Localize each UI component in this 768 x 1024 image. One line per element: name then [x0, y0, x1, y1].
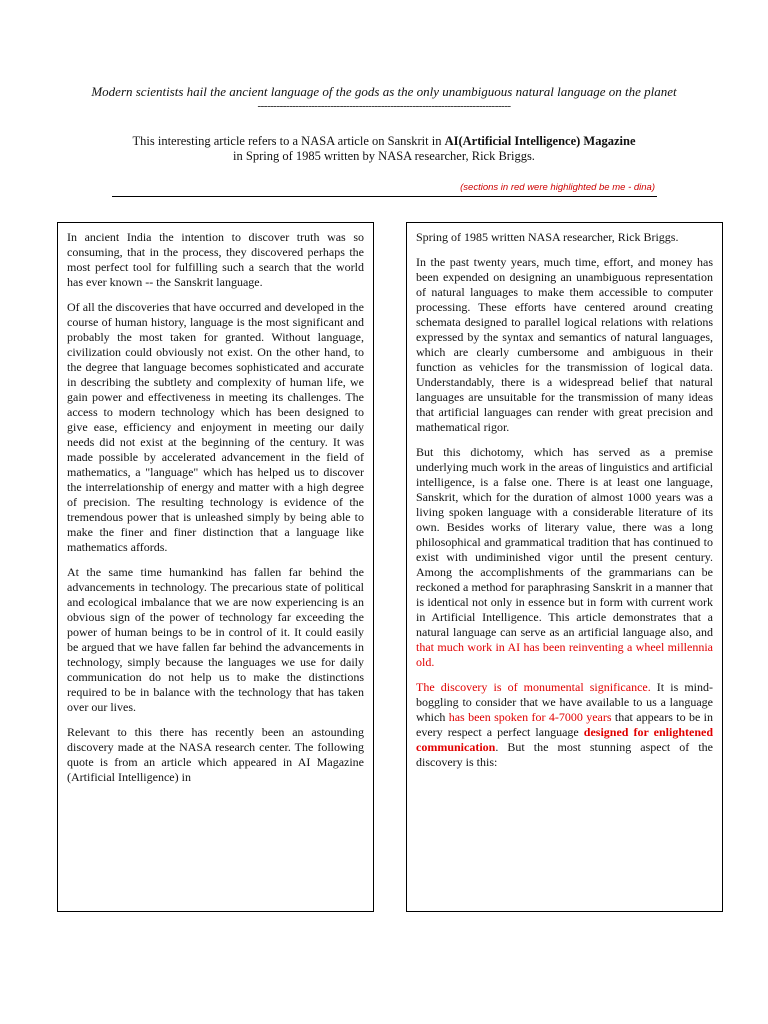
dashed-separator: -------------------------------------------------------------------------------- — [257, 100, 511, 112]
highlight-note: (sections in red were highlighted be me - dina) — [460, 182, 655, 193]
horizontal-rule — [112, 196, 657, 197]
left-paragraph-1: In ancient India the intention to discover truth was so consuming, that in the process, they discovered perhaps the most perfect tool for fulfilling such a search that the world has ever known -- the Sanskrit language. — [67, 230, 364, 289]
right-p4-highlight-2: has been spoken for 4-7000 years — [448, 710, 612, 724]
left-column — [57, 222, 374, 912]
left-paragraph-3: At the same time humankind has fallen far behind the advancements in technology. The precarious state of political and ecological imbalance that we are now experiencing is an obvious sign of the power of technology far exceeding the power of human beings to be in control of it. It could easily be argued that we have fallen far behind the advancements in technology, simply because the languages we use for daily communication do not help us to make the distinctions required to be in balance with the technology that has taken over our lives. — [67, 565, 364, 714]
right-paragraph-2: In the past twenty years, much time, effort, and money has been expended on designing an unambiguous representation of natural languages to make them accessible to computer processing. These efforts have centered around creating schemata designed to parallel logical relations with relations expressed by the syntax and semantics of natural languages, which are clearly cumbersome and ambiguous in their function as vehicles for the transmission of logical data. Understandably, there is a widespread belief that natural languages are unsuitable for the transmission of many ideas that artificial languages can render with great precision and mathematical rigor. — [416, 255, 713, 434]
intro-part-2: in Spring of 1985 written by NASA researcher, Rick Briggs. — [233, 149, 535, 163]
right-p4-text-3: . But the most stunning aspect of the discovery is this: — [416, 740, 713, 769]
intro-part-1: This interesting article refers to a NASA article on Sanskrit in — [132, 134, 445, 148]
right-p4-text-2: that appears to be in every respect a perfect language — [416, 710, 714, 739]
right-p4-highlight-1: The discovery is of monumental significance. — [416, 680, 651, 694]
right-paragraph-4 — [416, 680, 713, 770]
right-paragraph-3 — [416, 445, 713, 670]
right-p4-text-1: It is mind-boggling to consider that we have available to us a language which — [416, 680, 713, 724]
right-p3-text: But this dichotomy, which has served as a premise underlying much work in the areas of linguistics and artificial intelligence, is a false one. There is at least one language, Sanskrit, which for the duration of almost 1000 years was a living spoken language with a considerable literature of its own. Besides works of literary value, there was a long philosophical and grammatical tradition that has continued to exist with undiminished vigor until the present century. Among the accomplishments of the grammarians can be reckoned a method for paraphrasing Sanskrit in a manner that is identical not only in essence but in form with current work in Artificial Intelligence. This article demonstrates that a natural language can serve as an artificial language also, and — [416, 445, 713, 639]
right-p3-highlight: that much work in AI has been reinventing a wheel millennia old. — [416, 640, 713, 669]
left-paragraph-4: Relevant to this there has recently been an astounding discovery made at the NASA research center. The following quote is from an article which appeared in AI Magazine (Artificial Intelligence) in — [67, 725, 364, 784]
right-column — [406, 222, 723, 912]
right-paragraph-1: Spring of 1985 written NASA researcher, Rick Briggs. — [416, 230, 679, 244]
right-p4-highlight-bold: designed for enlightened communication — [416, 725, 714, 754]
article-subtitle: Modern scientists hail the ancient language of the gods as the only unambiguous natural language on the planet — [91, 84, 677, 99]
left-paragraph-2: Of all the discoveries that have occurred and developed in the course of human history, language is the most significant and probably the most taken for granted. Without language, civilization could obviously not exist. On the other hand, to the degree that language becomes sophisticated and accurate in describing the subtlety and complexity of human life, we gain power and effectiveness in meeting its challenges. The access to modern technology which has been designed to give ease, efficiency and enjoyment in meeting our daily needs did not exist at the beginning of the century. It was made possible by accelerated advancement in the field of mathematics, a "language" which has helped us to discover the interrelationship of energy and matter with a high degree of precision. The resulting technology is evidence of the tremendous power that is unleashed simply by being able to make the finer and finer distinction that a language like mathematics affords. — [67, 300, 364, 554]
intro-text — [0, 134, 768, 164]
intro-magazine-name: AI(Artificial Intelligence) Magazine — [444, 134, 636, 148]
